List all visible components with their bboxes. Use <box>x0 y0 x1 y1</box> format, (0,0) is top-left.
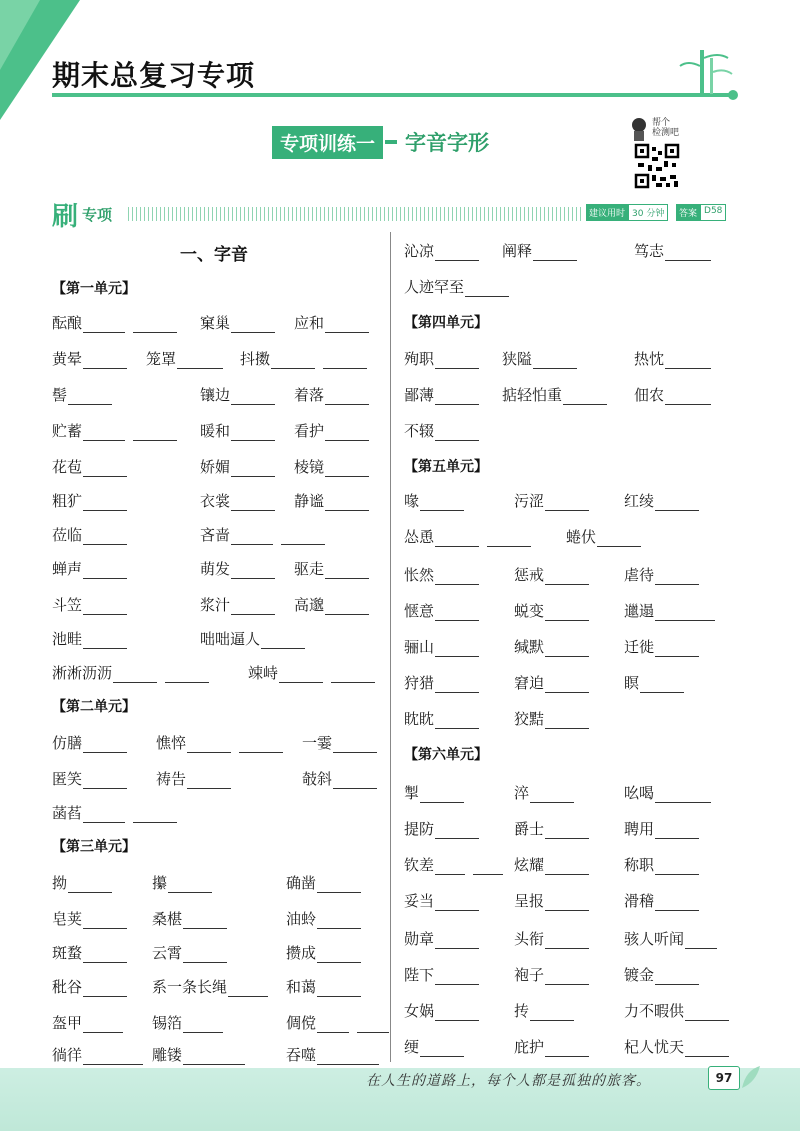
word-item: 陛下 <box>404 964 479 985</box>
unit-heading: 【第二单元】 <box>52 699 136 715</box>
word-item: 抖擞 <box>240 348 367 369</box>
word-item: 镶边 <box>200 384 275 405</box>
word-item: 着落 <box>294 384 369 405</box>
word-item: 庇护 <box>514 1036 589 1057</box>
unit-heading: 【第四单元】 <box>404 315 488 331</box>
page-number: 97 <box>708 1066 740 1090</box>
qr-code-icon[interactable] <box>634 143 680 189</box>
word-item: 惩戒 <box>514 564 589 585</box>
qr-caption-line1: 帮个 <box>652 118 671 128</box>
word-item: 狡黠 <box>514 708 589 729</box>
word-item: 怂恿 <box>404 526 531 547</box>
word-item: 爵士 <box>514 818 589 839</box>
word-item: 狭隘 <box>502 348 577 369</box>
word-item: 淬 <box>514 782 574 803</box>
word-item: 浆汁 <box>200 594 275 615</box>
header-rule <box>52 93 732 97</box>
word-item: 贮蓄 <box>52 420 177 441</box>
word-item: 蜕变 <box>514 600 589 621</box>
section-heading: 一、字音 <box>180 245 248 265</box>
word-item: 吆喝 <box>624 782 711 803</box>
answer-ref <box>676 204 726 221</box>
word-item: 淅淅沥沥 <box>52 662 209 683</box>
exercise-tag: 专项训练一 <box>272 126 383 159</box>
word-item: 匿笑 <box>52 768 127 789</box>
word-item: 头衔 <box>514 928 589 949</box>
word-item: 滑稽 <box>624 890 699 911</box>
word-item: 惬意 <box>404 600 479 621</box>
word-item: 不辍 <box>404 420 479 441</box>
word-item: 云霄 <box>152 942 227 963</box>
word-item: 攒成 <box>286 942 361 963</box>
unit-heading: 【第一单元】 <box>52 281 136 297</box>
word-item: 勋章 <box>404 928 479 949</box>
word-item: 池畦 <box>52 628 127 649</box>
word-item: 笃志 <box>634 240 711 261</box>
answer-label: 答案 <box>676 204 700 221</box>
qr-caption-line2: 检测吧 <box>652 128 680 138</box>
word-item: 呈报 <box>514 890 589 911</box>
word-item: 污涩 <box>514 490 589 511</box>
word-item: 骇人听闻 <box>624 928 717 949</box>
word-item: 提防 <box>404 818 479 839</box>
word-item: 攥 <box>152 872 212 893</box>
word-item: 吞噬 <box>286 1044 379 1065</box>
word-item: 拗 <box>52 872 112 893</box>
word-item: 女娲 <box>404 1000 479 1021</box>
word-item: 憔悴 <box>156 732 283 753</box>
word-item: 蝉声 <box>52 558 127 579</box>
unit-heading: 【第六单元】 <box>404 747 488 763</box>
word-item: 莅临 <box>52 524 127 545</box>
section-brush-mark: 刷 <box>52 202 79 232</box>
word-item: 咄咄逼人 <box>200 628 305 649</box>
qr-caption <box>652 118 679 138</box>
word-item: 斗笠 <box>52 594 127 615</box>
word-item: 和蔼 <box>286 976 361 997</box>
word-item: 妥当 <box>404 890 479 911</box>
bamboo-icon <box>676 48 734 94</box>
word-item: 菡萏 <box>52 802 177 823</box>
word-item: 红绫 <box>624 490 699 511</box>
word-item: 雕镂 <box>152 1044 245 1065</box>
word-item: 骊山 <box>404 636 479 657</box>
word-item: 酝酿 <box>52 312 177 333</box>
word-item: 杞人忧天 <box>624 1036 729 1057</box>
word-item: 倜傥 <box>286 1012 389 1033</box>
word-item: 黄晕 <box>52 348 127 369</box>
word-item: 沁凉 <box>404 240 479 261</box>
word-item: 殉职 <box>404 348 479 369</box>
unit-heading: 【第三单元】 <box>52 839 136 855</box>
word-item: 热忱 <box>634 348 711 369</box>
word-item: 驱走 <box>294 558 369 579</box>
word-item: 怅然 <box>404 564 479 585</box>
word-item: 攲斜 <box>302 768 377 789</box>
word-item: 衣裳 <box>200 490 275 511</box>
word-item: 袍子 <box>514 964 589 985</box>
suggested-time <box>586 204 668 221</box>
word-item: 虐待 <box>624 564 699 585</box>
word-item: 髻 <box>52 384 112 405</box>
word-item: 眈眈 <box>404 708 479 729</box>
word-item: 盔甲 <box>52 1012 123 1033</box>
word-item: 祷告 <box>156 768 231 789</box>
section-stripes <box>128 207 582 221</box>
word-item: 阐释 <box>502 240 577 261</box>
word-item: 竦峙 <box>248 662 375 683</box>
word-item: 鄙薄 <box>404 384 479 405</box>
word-item: 瞑 <box>624 672 684 693</box>
word-item: 看护 <box>294 420 369 441</box>
word-item: 称职 <box>624 854 699 875</box>
exercise-topic: 字音字形 <box>405 131 490 155</box>
column-divider <box>390 232 391 1062</box>
word-item: 蜷伏 <box>566 526 641 547</box>
word-item: 暖和 <box>200 420 275 441</box>
word-item: 锡箔 <box>152 1012 223 1033</box>
word-item: 桑椹 <box>152 908 227 929</box>
exercise-title <box>272 126 489 158</box>
word-item: 粗犷 <box>52 490 127 511</box>
title-dash <box>385 140 397 144</box>
answer-value: D58 <box>700 204 726 221</box>
time-value: 30 分钟 <box>628 204 668 221</box>
word-item: 系一条长绳 <box>152 976 268 997</box>
word-item: 迁徙 <box>624 636 699 657</box>
word-item: 笼罩 <box>146 348 223 369</box>
time-label: 建议用时 <box>586 204 628 221</box>
word-item: 掣 <box>404 782 464 803</box>
word-item: 掂轻怕重 <box>502 384 607 405</box>
word-item: 喙 <box>404 490 464 511</box>
word-item: 狩猎 <box>404 672 479 693</box>
word-item: 绠 <box>404 1036 464 1057</box>
word-item: 抟 <box>514 1000 574 1021</box>
word-item: 仿膳 <box>52 732 127 753</box>
word-item: 一霎 <box>302 732 377 753</box>
word-item: 人迹罕至 <box>404 276 509 297</box>
word-item: 棱镜 <box>294 456 369 477</box>
word-item: 油蛉 <box>286 908 361 929</box>
word-item: 佃农 <box>634 384 711 405</box>
word-item: 聘用 <box>624 818 699 839</box>
word-item: 吝啬 <box>200 524 325 545</box>
unit-heading: 【第五单元】 <box>404 459 488 475</box>
word-item: 确凿 <box>286 872 361 893</box>
word-item: 娇媚 <box>200 456 275 477</box>
word-item: 应和 <box>294 312 369 333</box>
word-item: 窠巢 <box>200 312 275 333</box>
word-item: 高邈 <box>294 594 369 615</box>
page-title: 期末总复习专项 <box>52 59 256 92</box>
word-item: 钦差 <box>404 854 503 875</box>
mascot-icon <box>626 116 652 142</box>
word-item: 萌发 <box>200 558 275 579</box>
word-item: 秕谷 <box>52 976 127 997</box>
word-item: 皂荚 <box>52 908 127 929</box>
word-item: 斑蝥 <box>52 942 127 963</box>
word-item: 花苞 <box>52 456 127 477</box>
word-item: 镀金 <box>624 964 699 985</box>
word-item: 炫耀 <box>514 854 589 875</box>
word-item: 静谧 <box>294 490 369 511</box>
word-item: 缄默 <box>514 636 589 657</box>
word-item: 邋遢 <box>624 600 715 621</box>
word-item: 徜徉 <box>52 1044 143 1065</box>
footer-quote: 在人生的道路上，每个人都是孤独的旅客。 <box>366 1073 651 1089</box>
word-item: 窘迫 <box>514 672 589 693</box>
leaf-icon <box>740 1064 762 1090</box>
section-name: 专项 <box>82 206 113 224</box>
word-item: 力不暇供 <box>624 1000 729 1021</box>
